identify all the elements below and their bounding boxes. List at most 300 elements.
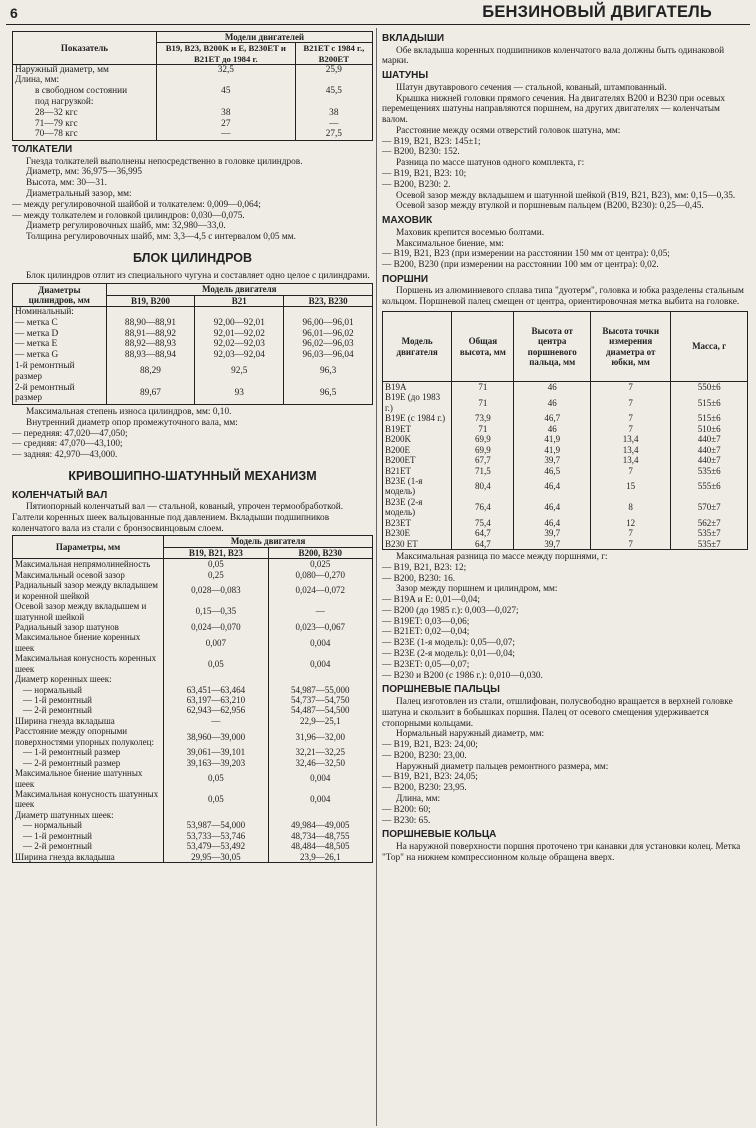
running-header	[6, 2, 750, 25]
cell-value	[157, 97, 296, 108]
cell-value: 23,9—26,1	[300, 851, 341, 862]
table-row	[13, 758, 373, 768]
table-row	[13, 108, 373, 119]
table-row	[13, 339, 373, 350]
cell-value: 7	[591, 539, 671, 550]
row-label: Радиальный зазор шатунов	[13, 622, 164, 632]
cell-value: 48,484—48,505	[291, 841, 350, 852]
spec-line: Наружный диаметр пальцев ремонтного размера, мм:	[396, 761, 609, 772]
section-heading: ПОРШНИ	[382, 273, 429, 285]
table-row	[13, 685, 373, 695]
cell-value: 54,987—55,000	[291, 684, 350, 695]
table-row	[13, 129, 373, 140]
section-heading: ТОЛКАТЕЛИ	[12, 144, 73, 156]
cell-value: 46	[514, 382, 591, 393]
cell-value: 45	[157, 86, 296, 97]
cell-value: 440±7	[697, 434, 721, 445]
row-label: — нормальный	[13, 685, 164, 695]
cell-value: 0,024—0,070	[164, 622, 268, 632]
cell-value: 15	[591, 476, 671, 497]
row-label: Ширина гнезда вкладыша	[13, 852, 164, 863]
spec-line: — B23E (1-я модель): 0,05—0,07;	[382, 638, 515, 649]
row-label: — метка C	[13, 318, 107, 329]
table-header-models: Модели двигателей	[157, 32, 373, 43]
table-row	[383, 539, 748, 550]
row-label: Максимальная конусность коренных шеек	[13, 653, 164, 674]
table-header-col: Высота точки измерения диаметра от юбки, мм	[591, 312, 671, 382]
row-label: — 2-й ремонтный размер	[13, 758, 164, 768]
table-row	[383, 445, 748, 455]
cell-value: 8	[591, 497, 671, 518]
table-header-col: B19, B200	[106, 295, 195, 306]
cylinder-table	[12, 283, 373, 405]
spec-line: — B19, B21, B23: 12;	[382, 562, 467, 573]
table-row	[383, 518, 748, 528]
row-label: — 1-й ремонтный	[13, 831, 164, 841]
right-column	[382, 30, 748, 1126]
table-row	[13, 361, 373, 383]
spec-line: Разница по массе шатунов одного комплекта, г:	[396, 158, 585, 169]
row-label: Ширина гнезда вкладыша	[13, 716, 164, 726]
cell-value: 510±6	[697, 423, 721, 434]
spec-line: — B200, B230: 16.	[382, 573, 456, 584]
spec-list	[12, 167, 373, 242]
table-header-col: B21	[195, 295, 284, 306]
cell-value: 92,5	[195, 361, 284, 383]
row-label: 71—79 кгс	[13, 119, 157, 130]
spec-list	[12, 407, 373, 461]
cell-value	[164, 674, 268, 684]
cell-value: 88,29	[106, 361, 195, 383]
cell-value: 535±7	[697, 538, 721, 549]
spec-line: — B230: 65.	[382, 815, 431, 826]
cell-value: 93	[195, 383, 284, 405]
table-row	[13, 329, 373, 340]
paragraph: На наружной поверхности поршня проточено три канавки для установки колец. Метка "Top" на нижнем компрессионном кольце обращена вверх.	[382, 841, 741, 863]
table-header-col: Масса, г	[692, 341, 727, 352]
cell-value: 88,91—88,92	[106, 329, 195, 340]
spec-line: — передняя: 47,020—47,050;	[12, 428, 128, 439]
table-row	[383, 434, 748, 444]
cell-value: 96,01—96,02	[302, 328, 354, 339]
table-row	[13, 97, 373, 108]
cell-value: 89,67	[106, 383, 195, 405]
table-header-param: Диаметры цилиндров, мм	[13, 284, 107, 307]
row-label: B19ET	[383, 424, 452, 434]
valve-spring-table	[12, 31, 373, 141]
paragraph: Пятиопорный коленчатый вал — стальной, кованый, упрочен термообработкой. Галтели коренных шеек вальцованные под давлением. Вкладыши подшипников коленчатого вала из стали с бронзосвинцовым слоем.	[12, 502, 344, 534]
row-label: — метка E	[13, 339, 107, 350]
spec-line: Расстояние между осями отверстий головок шатуна, мм:	[396, 125, 621, 136]
spec-line: — B19, B21, B23: 24,05;	[382, 772, 478, 783]
spec-line: Диаметр регулировочных шайб, мм: 32,980—33,0.	[26, 221, 226, 232]
cell-value: 46,5	[514, 466, 591, 476]
table-row	[13, 307, 373, 318]
table-header-col: B23, B230	[308, 295, 348, 306]
cell-value: 0,05	[164, 653, 268, 674]
spec-line: Осевой зазор между втулкой и поршневым пальцем (B200, B230): 0,25—0,45.	[396, 201, 704, 212]
spec-line: Зазор между поршнем и цилиндром, мм:	[396, 584, 558, 595]
cell-value: 32,5	[157, 64, 296, 75]
cell-value: 71	[452, 392, 514, 413]
row-label: B200E	[383, 445, 452, 455]
spec-line: — B200 (до 1985 г.): 0,003—0,027;	[382, 605, 519, 616]
table-row	[13, 119, 373, 130]
table-row	[13, 559, 373, 570]
table-row	[383, 476, 748, 497]
spec-line: Осевой зазор между вкладышем и шатунной шейкой (B19, B21, B23), мм: 0,15—0,35.	[396, 190, 736, 201]
cell-value: 0,004	[310, 794, 331, 805]
table-header-col: B21ET с 1984 г., B200ET	[303, 43, 365, 64]
table-body	[13, 559, 373, 863]
row-label: B21ET	[383, 466, 452, 476]
spec-list	[382, 228, 748, 271]
row-label: B230 ET	[383, 539, 452, 550]
page-number: 6	[10, 5, 18, 21]
cell-value: 88,93—88,94	[106, 350, 195, 361]
table-row	[383, 413, 748, 423]
row-label: под нагрузкой:	[13, 97, 157, 108]
table-header-col: Модель двигателя	[383, 312, 452, 382]
cell-value: 46,7	[514, 413, 591, 423]
cell-value: 45,5	[325, 86, 342, 97]
section-heading: МАХОВИК	[382, 215, 433, 227]
spec-line: Максимальная разница по массе между поршнями, г:	[396, 552, 608, 562]
cell-value	[295, 97, 372, 108]
section-heading: КОЛЕНЧАТЫЙ ВАЛ	[12, 489, 108, 501]
row-label: Диаметр коренных шеек:	[13, 674, 164, 684]
cell-value: 13,4	[591, 455, 671, 465]
table-row	[13, 841, 373, 851]
row-label: B19E (с 1984 г.)	[383, 413, 452, 423]
table-row	[13, 580, 373, 601]
cell-value: 39,7	[514, 528, 591, 538]
spec-list	[382, 729, 748, 826]
cell-value: —	[329, 118, 339, 129]
cell-value	[106, 307, 195, 318]
row-label: Наружный диаметр, мм	[13, 64, 157, 75]
table-row	[13, 64, 373, 75]
cell-value: 46,4	[514, 518, 591, 528]
cell-value: 440±7	[697, 455, 721, 466]
row-label: — метка G	[13, 350, 107, 361]
cell-value: 92,02—92,03	[195, 339, 284, 350]
spec-list	[382, 552, 748, 681]
table-row	[13, 768, 373, 789]
table-row	[13, 622, 373, 632]
row-label: — 2-й ремонтный	[13, 841, 164, 851]
table-row	[383, 392, 748, 413]
cell-value: 0,15—0,35	[164, 601, 268, 622]
cell-value: 48,734—48,755	[291, 830, 350, 841]
crankshaft-table	[12, 535, 373, 863]
cell-value: 31,96—32,00	[295, 731, 346, 742]
spec-line: — задняя: 42,970—43,000.	[12, 450, 118, 461]
cell-value: 54,737—54,750	[291, 695, 350, 706]
row-label: — метка D	[13, 329, 107, 340]
table-row	[383, 382, 748, 393]
cell-value: 22,9—25,1	[300, 715, 341, 726]
cell-value: 46,4	[514, 476, 591, 497]
spec-line: Маховик крепится восемью болтами.	[396, 227, 545, 238]
table-row	[13, 716, 373, 726]
table-row	[13, 726, 373, 747]
cell-value: 96,00—96,01	[302, 317, 354, 328]
cell-value: 92,01—92,02	[195, 329, 284, 340]
cell-value: 96,3	[319, 366, 337, 377]
chapter-heading: КРИВОШИПНО-ШАТУННЫЙ МЕХАНИЗМ	[68, 469, 317, 484]
table-row	[13, 632, 373, 653]
cell-value: 0,25	[164, 570, 268, 580]
cell-value: 440±7	[697, 444, 721, 455]
spec-line: — B19, B21, B23: 10;	[382, 169, 467, 179]
spec-line: Длина, мм:	[396, 794, 441, 804]
spec-line: — B200, B230: 23,00.	[382, 750, 467, 761]
spec-line: — B200, B230 (при измерении на расстоянии 100 мм от центра): 0,02.	[382, 260, 659, 271]
row-label: — нормальный	[13, 820, 164, 830]
table-row	[383, 497, 748, 518]
spec-line: Толщина регулировочных шайб, мм: 3,3—4,5 с интервалом 0,05 мм.	[26, 232, 296, 243]
table-row	[13, 383, 373, 405]
table-row	[383, 528, 748, 538]
row-label: B19A	[383, 382, 452, 393]
table-row	[13, 653, 373, 674]
cell-value: 46	[514, 424, 591, 434]
cell-value: 92,00—92,01	[195, 318, 284, 329]
cell-value: 64,7	[452, 528, 514, 538]
spec-line: Внутренний диаметр опор промежуточного вала, мм:	[26, 417, 238, 428]
spec-line: — B19, B21, B23 (при измерении на расстоянии 150 мм от центра): 0,05;	[382, 249, 670, 260]
paragraph: Обе вкладыша коренных подшипников коленчатого вала должны быть одинаковой марки.	[382, 45, 725, 67]
spec-line: — B200, B230: 152.	[382, 147, 460, 158]
spec-line: — B230 и B200 (с 1986 г.): 0,010—0,030.	[382, 670, 543, 681]
row-label: Максимальная конусность шатунных шеек	[13, 789, 164, 810]
table-header-models: Модель двигателя	[164, 536, 373, 547]
row-label: Максимальная непрямолинейность	[13, 559, 164, 570]
cell-value: 71	[452, 424, 514, 434]
cell-value: 515±6	[697, 397, 721, 408]
table-row	[383, 455, 748, 465]
cell-value: —	[157, 129, 296, 140]
row-label: Максимальный осевой зазор	[13, 570, 164, 580]
spec-line: — B23E (2-я модель): 0,01—0,04;	[382, 649, 515, 660]
row-label: B200K	[383, 434, 452, 444]
cell-value	[195, 307, 284, 318]
cell-value: 27	[157, 119, 296, 130]
cell-value: 38	[329, 107, 339, 118]
cell-value: —	[164, 716, 268, 726]
cell-value: 7	[591, 466, 671, 476]
table-row	[383, 424, 748, 434]
spec-line: — B23ET: 0,05—0,07;	[382, 659, 470, 670]
table-header-col: Общая высота, мм	[452, 312, 514, 382]
left-column	[12, 30, 373, 1126]
row-label: B23E (2-я модель)	[383, 497, 452, 518]
cell-value: 96,5	[319, 387, 337, 398]
cell-value: 0,05	[164, 768, 268, 789]
cell-value: 535±7	[697, 528, 721, 539]
spec-list	[382, 126, 748, 212]
cell-value: 0,004	[310, 637, 331, 648]
cell-value: 62,943—62,956	[164, 705, 268, 715]
cell-value: 53,733—53,746	[164, 831, 268, 841]
cell-value: 555±6	[697, 481, 721, 492]
section-heading: ШАТУНЫ	[382, 70, 429, 82]
cell-value: 7	[591, 382, 671, 393]
cell-value: 39,7	[514, 539, 591, 550]
row-label: Длина, мм:	[13, 75, 157, 86]
spec-line: — B19, B21, B23: 24,00;	[382, 740, 478, 751]
table-row	[13, 570, 373, 580]
row-label: Осевой зазор между вкладышем и шатунной шейкой	[13, 601, 164, 622]
chapter-heading: БЛОК ЦИЛИНДРОВ	[133, 250, 252, 265]
spec-line: — B21ET: 0,02—0,04;	[382, 627, 470, 638]
table-header-col: B19, B23, B200K и E, B230ET и B21ET до 1984 г.	[157, 43, 296, 64]
running-title: БЕНЗИНОВЫЙ ДВИГАТЕЛЬ	[482, 3, 712, 21]
row-label: B19E (до 1983 г.)	[383, 392, 452, 413]
paragraph: Поршень из алюминиевого сплава типа "дуотерм", головка и юбка разделены стальным кольцом. Поршневой палец смещен от центра, ориентировочная метка выбита на головке.	[382, 286, 744, 308]
table-body	[13, 307, 373, 405]
cell-value: 0,028—0,083	[164, 580, 268, 601]
cell-value: 7	[591, 424, 671, 434]
row-label: B23E (1-я модель)	[383, 476, 452, 497]
row-label: Радиальный зазор между вкладышем и коренной шейкой	[13, 580, 164, 601]
cell-value: 0,004	[310, 658, 331, 669]
cell-value: 46,4	[514, 497, 591, 518]
table-row	[13, 75, 373, 86]
cell-value: 12	[591, 518, 671, 528]
table-header-col: B19, B21, B23	[164, 547, 268, 558]
cell-value: 69,9	[452, 445, 514, 455]
cell-value: 38	[157, 108, 296, 119]
cell-value: 32,46—32,50	[295, 757, 346, 768]
spec-line: — B19A и E: 0,01—0,04;	[382, 595, 480, 606]
cell-value: 515±6	[697, 413, 721, 424]
row-label: Диаметр шатунных шеек:	[13, 810, 164, 820]
spec-line: — средняя: 47,070—43,100;	[12, 439, 123, 450]
cell-value: 0,080—0,270	[295, 569, 346, 580]
paragraph: Блок цилиндров отлит из специального чугуна и составляет одно целое с цилиндрами.	[26, 271, 370, 282]
table-row	[383, 466, 748, 476]
cell-value: 53,987—54,000	[164, 820, 268, 830]
spec-line: — B200, B230: 2.	[382, 179, 451, 190]
spec-line: — B200: 60;	[382, 804, 431, 815]
row-label: 1-й ремонтный размер	[13, 361, 107, 383]
spec-line: Диаметр, мм: 36,975—36,995	[26, 167, 143, 178]
table-row	[13, 350, 373, 361]
spec-line: Высота, мм: 30—31.	[26, 178, 107, 189]
piston-table	[382, 311, 748, 550]
cell-value	[284, 307, 373, 318]
cell-value: 39,061—39,101	[164, 747, 268, 757]
cell-value: 0,023—0,067	[295, 621, 346, 632]
section-heading: ПОРШНЕВЫЕ КОЛЬЦА	[382, 829, 497, 841]
cell-value: 63,451—63,464	[164, 685, 268, 695]
cell-value: 88,90—88,91	[106, 318, 195, 329]
cell-value: 25,9	[325, 64, 342, 75]
row-label: B200ET	[383, 455, 452, 465]
table-body	[13, 64, 373, 140]
cell-value	[268, 674, 372, 684]
cell-value: 13,4	[591, 445, 671, 455]
column-divider	[376, 28, 377, 1126]
cell-value: 0,004	[310, 773, 331, 784]
spec-line: — между толкателем и головкой цилиндров: 0,030—0,075.	[12, 210, 245, 221]
cell-value: 63,197—63,210	[164, 695, 268, 705]
cell-value: 96,02—96,03	[302, 339, 354, 350]
cell-value: 75,4	[452, 518, 514, 528]
row-label: в свободном состоянии	[13, 86, 157, 97]
row-label: — 1-й ремонтный размер	[13, 747, 164, 757]
cell-value: 550±6	[697, 382, 721, 392]
cell-value: 7	[591, 528, 671, 538]
cell-value: 27,5	[325, 129, 342, 140]
cell-value	[157, 75, 296, 86]
cell-value: 562±7	[697, 517, 721, 528]
spec-line: Диаметральный зазор, мм:	[26, 189, 132, 200]
cell-value: 41,9	[514, 434, 591, 444]
table-row	[13, 789, 373, 810]
spec-line: Максимальная степень износа цилиндров, мм: 0,10.	[26, 407, 232, 418]
cell-value: —	[315, 606, 325, 617]
cell-value: 32,21—32,25	[295, 747, 346, 758]
cell-value: 7	[591, 413, 671, 423]
table-row	[13, 747, 373, 757]
cell-value: 69,9	[452, 434, 514, 444]
table-header-col: B200, B230	[298, 547, 343, 558]
spec-line: — B19ET: 0,03—0,06;	[382, 616, 470, 627]
row-label: — 1-й ремонтный	[13, 695, 164, 705]
row-label: 2-й ремонтный размер	[13, 383, 107, 405]
table-row	[13, 674, 373, 684]
cell-value: 0,05	[164, 559, 268, 570]
cell-value: 49,984—49,005	[291, 820, 350, 831]
row-label: B230E	[383, 528, 452, 538]
table-row	[13, 601, 373, 622]
cell-value: 41,9	[514, 445, 591, 455]
paragraph: Гнезда толкателей выполнены непосредственно в головке цилиндров.	[26, 156, 303, 167]
cell-value	[268, 810, 372, 820]
table-body	[383, 382, 748, 550]
cell-value: 0,024—0,072	[295, 585, 346, 596]
table-row	[13, 695, 373, 705]
cell-value: 29,95—30,05	[164, 852, 268, 863]
paragraph: Крышка нижней головки прямого сечения. На двигателях B200 и B230 при осевых перемещениях шатуны направляются поршнем, на других двигателях — коленчатым валом.	[382, 93, 725, 126]
table-header-col: Высота от центра поршневого пальца, мм	[514, 312, 591, 382]
table-header-param: Показатель	[13, 32, 157, 65]
row-label: Максимальное биение шатунных шеек	[13, 768, 164, 789]
cell-value: 80,4	[452, 476, 514, 497]
row-label: Номинальный:	[13, 307, 107, 318]
section-heading: ПОРШНЕВЫЕ ПАЛЬЦЫ	[382, 684, 500, 696]
cell-value: 570±7	[697, 502, 721, 513]
spec-line: — B19, B21, B23: 145±1;	[382, 136, 481, 147]
cell-value: 53,479—53,492	[164, 841, 268, 851]
cell-value: 67,7	[452, 455, 514, 465]
cell-value: 96,03—96,04	[302, 350, 354, 361]
cell-value: 39,7	[514, 455, 591, 465]
row-label: Расстояние между опорными поверхностями упорных полуколец:	[13, 726, 164, 747]
row-label: 28—32 кгс	[13, 108, 157, 119]
cell-value: 76,4	[452, 497, 514, 518]
table-row	[13, 318, 373, 329]
paragraph: Палец изготовлен из стали, отшлифован, полусвободно вращается в верхней головке шатуна и скользит в бобышках поршня. Палец от осевого смещения удерживается стопорными кольцами.	[382, 696, 733, 729]
cell-value: 71,5	[452, 466, 514, 476]
row-label: 70—78 кгс	[13, 129, 157, 140]
cell-value: 7	[591, 392, 671, 413]
paragraph: Шатун двутаврового сечения — стальной, кованый, штампованный.	[396, 82, 667, 93]
row-label: — 2-й ремонтный	[13, 705, 164, 715]
